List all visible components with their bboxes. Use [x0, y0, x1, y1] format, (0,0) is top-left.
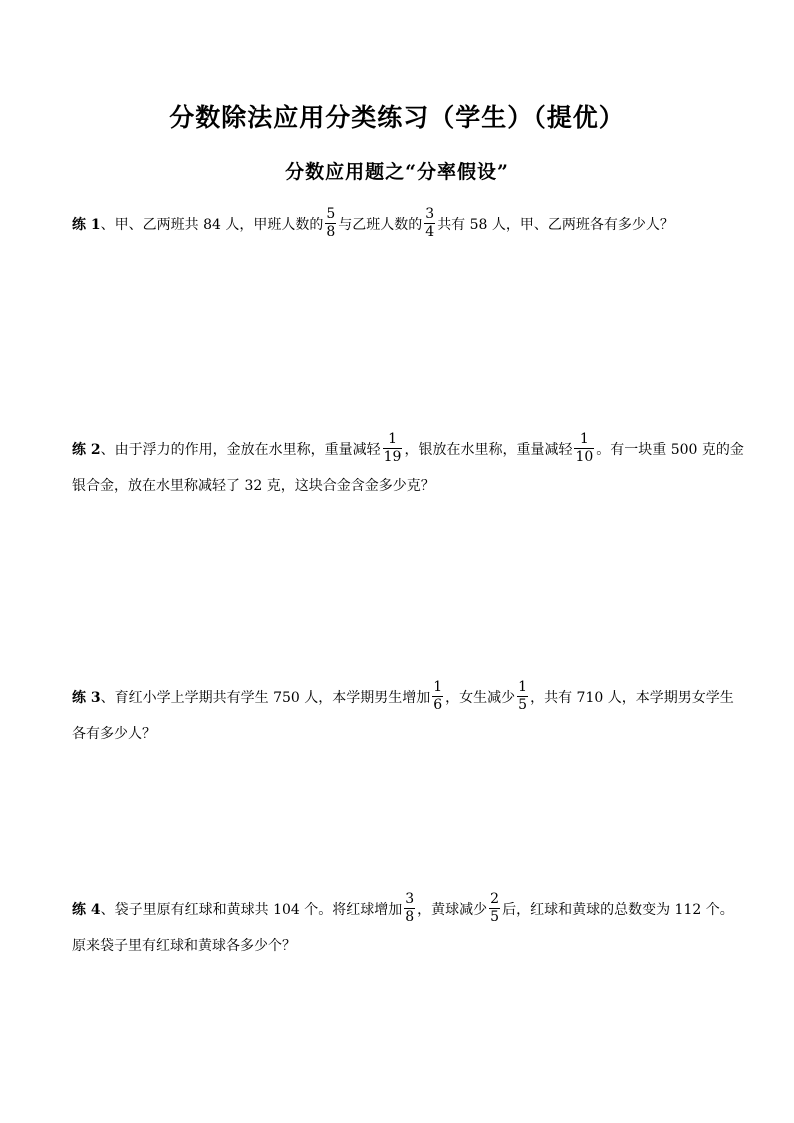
problem-1-text-b: 与乙班人数的 [338, 217, 423, 233]
fraction-numerator: 3 [405, 890, 415, 907]
problem-4-label: 练 4 [72, 902, 101, 918]
problem-3-text-c: ，共有 710 人，本学期男女学生 [530, 690, 734, 706]
problem-2-text-b: ，银放在水里称，重量减轻 [404, 442, 573, 458]
problem-4-text-c: 后，红球和黄球的总数变为 112 个。 [502, 902, 734, 918]
problem-3-label: 练 3 [72, 690, 101, 706]
problem-2-text-a: 、由于浮力的作用，金放在水里称，重量减轻 [100, 442, 381, 458]
fraction-numerator: 1 [383, 431, 403, 449]
fraction-denominator: 8 [326, 223, 336, 240]
fraction-denominator: 4 [425, 223, 435, 240]
problem-1-line-1 [72, 207, 732, 243]
section-subtitle: 分数应用题之“分率假设” [285, 161, 509, 183]
problem-2-text-c: 。有一块重 500 克的金 [596, 442, 744, 458]
fraction-three-quarters [424, 206, 435, 241]
problem-1-text-c: 共有 58 人，甲、乙两班各有多少人？ [437, 217, 674, 233]
fraction-denominator: 6 [433, 696, 443, 713]
fraction-denominator: 19 [383, 448, 402, 465]
problem-3 [72, 680, 732, 752]
fraction-numerator: 1 [574, 431, 594, 449]
problem-3-line-2: 各有多少人？ [72, 726, 156, 742]
page-title: 分数除法应用分类练习（学生）（提优） [169, 103, 625, 132]
problem-1-label: 练 1 [72, 217, 101, 233]
problem-3-text-a: 、育红小学上学期共有学生 750 人，本学期男生增加 [100, 690, 431, 706]
fraction-numerator: 2 [490, 890, 500, 907]
fraction-numerator: 5 [326, 205, 336, 222]
fraction-denominator: 5 [518, 696, 528, 713]
fraction-one-sixth [432, 679, 443, 714]
problem-3-text-b: ，女生减少 [445, 690, 516, 706]
fraction-five-eighths [325, 206, 336, 241]
problem-4 [72, 892, 732, 964]
fraction-denominator: 10 [575, 448, 594, 465]
problem-4-line-2: 原来袋子里有红球和黄球各多少个？ [72, 938, 296, 954]
fraction-two-fifths [489, 891, 500, 926]
fraction-one-tenth [574, 431, 594, 466]
fraction-one-fifth [517, 679, 528, 714]
fraction-numerator: 1 [518, 678, 528, 695]
fraction-three-eighths [404, 891, 415, 926]
problem-4-text-a: 、袋子里原有红球和黄球共 104 个。将红球增加 [100, 902, 403, 918]
fraction-numerator: 3 [425, 205, 435, 222]
problem-1 [72, 207, 732, 243]
fraction-one-nineteenth [383, 431, 403, 466]
problem-2-line-1 [72, 430, 744, 468]
problem-2-label: 练 2 [72, 442, 101, 458]
problem-4-line-1 [72, 892, 732, 928]
fraction-denominator: 5 [490, 908, 500, 925]
fraction-numerator: 1 [433, 678, 443, 695]
problem-1-text-a: 、甲、乙两班共 84 人，甲班人数的 [100, 217, 324, 233]
problem-3-line-1 [72, 680, 732, 716]
problem-4-text-b: ，黄球减少 [417, 902, 488, 918]
problem-2-line-2: 银合金，放在水里称减轻了 32 克，这块合金含金多少克？ [72, 478, 435, 494]
fraction-denominator: 8 [405, 908, 415, 925]
problem-2 [72, 430, 744, 504]
